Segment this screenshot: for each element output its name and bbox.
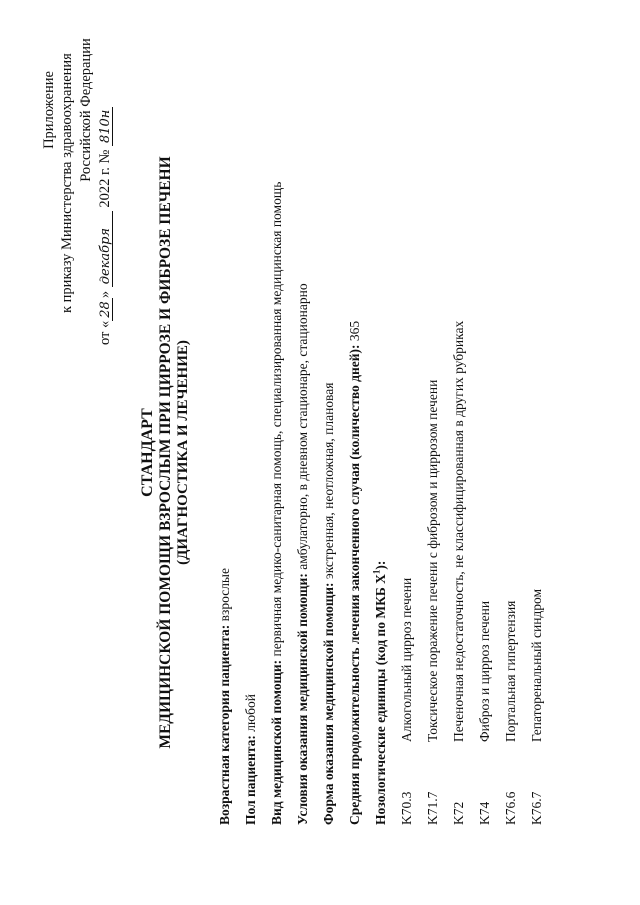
order-day-handwritten: 28 — [99, 298, 113, 321]
property-label: Форма оказания медицинской помощи: — [321, 582, 336, 825]
property-label: Пол пациента: — [243, 735, 258, 825]
appendix-label: Приложение — [41, 71, 57, 149]
nosology-name: Фиброз и цирроз печени — [477, 600, 492, 742]
nosology-name: Гепаторенальный синдром — [529, 588, 544, 742]
property-value: любой — [243, 694, 258, 736]
property-value: экстренная, неотложная, плановая — [321, 382, 336, 583]
order-line-1: к приказу Министерства здравоохранения — [59, 53, 75, 313]
nosology-name: Алкогольный цирроз печени — [399, 577, 414, 742]
property-care-type — [270, 182, 284, 825]
property-label: Вид медицинской помощи: — [269, 659, 284, 825]
property-age — [218, 568, 232, 825]
order-from-text: от « — [97, 320, 113, 345]
nosology-name: Печеночная недостаточность, не классифицированная в других рубриках — [451, 320, 466, 742]
order-year-text: 2022 г. № — [97, 149, 113, 208]
property-value: амбулаторно, в дневном стационаре, стационарно — [295, 283, 310, 574]
nosology-code: K72 — [451, 801, 466, 825]
nosology-code: K74 — [477, 801, 492, 825]
nosology-name: Портальная гипертензия — [503, 600, 518, 742]
nosology-code: K71.7 — [425, 791, 440, 825]
order-number-handwritten: 810н — [99, 107, 113, 146]
nosology-code: K76.7 — [529, 791, 544, 825]
nosology-code: K76.6 — [503, 791, 518, 825]
property-label: Средняя продолжительность лечения законченного случая (количество дней): — [347, 344, 362, 825]
standard-subtitle-2: (ДИАГНОСТИКА И ЛЕЧЕНИЕ) — [175, 340, 191, 565]
property-value: 365 — [347, 320, 362, 345]
property-value: первичная медико-санитарная помощь, специализированная медицинская помощь — [269, 181, 284, 660]
property-care-conditions — [296, 283, 310, 825]
property-duration — [348, 321, 362, 825]
property-value: взрослые — [217, 568, 232, 625]
property-label: Условия оказания медицинской помощи: — [295, 573, 310, 825]
standard-title: СТАНДАРТ — [139, 408, 156, 497]
nosology-heading: Нозологические единицы (код по МКБ $X^1$): — [371, 560, 388, 825]
property-care-form — [322, 383, 336, 825]
order-line-2: Российской Федерации — [78, 38, 94, 182]
order-month-handwritten: декабря — [99, 211, 113, 287]
order-date-line — [98, 107, 113, 345]
standard-subtitle: МЕДИЦИНСКОЙ ПОМОЩИ ВЗРОСЛЫМ ПРИ ЦИРРОЗЕ И ФИБРОЗЕ ПЕЧЕНИ — [157, 156, 174, 749]
property-sex — [244, 694, 258, 825]
nosology-name: Токсическое поражение печени с фиброзом и циррозом печени — [425, 379, 440, 742]
property-label: Возрастная категория пациента: — [217, 624, 232, 825]
nosology-code: K70.3 — [399, 791, 414, 825]
order-mid-text: » — [97, 290, 113, 299]
